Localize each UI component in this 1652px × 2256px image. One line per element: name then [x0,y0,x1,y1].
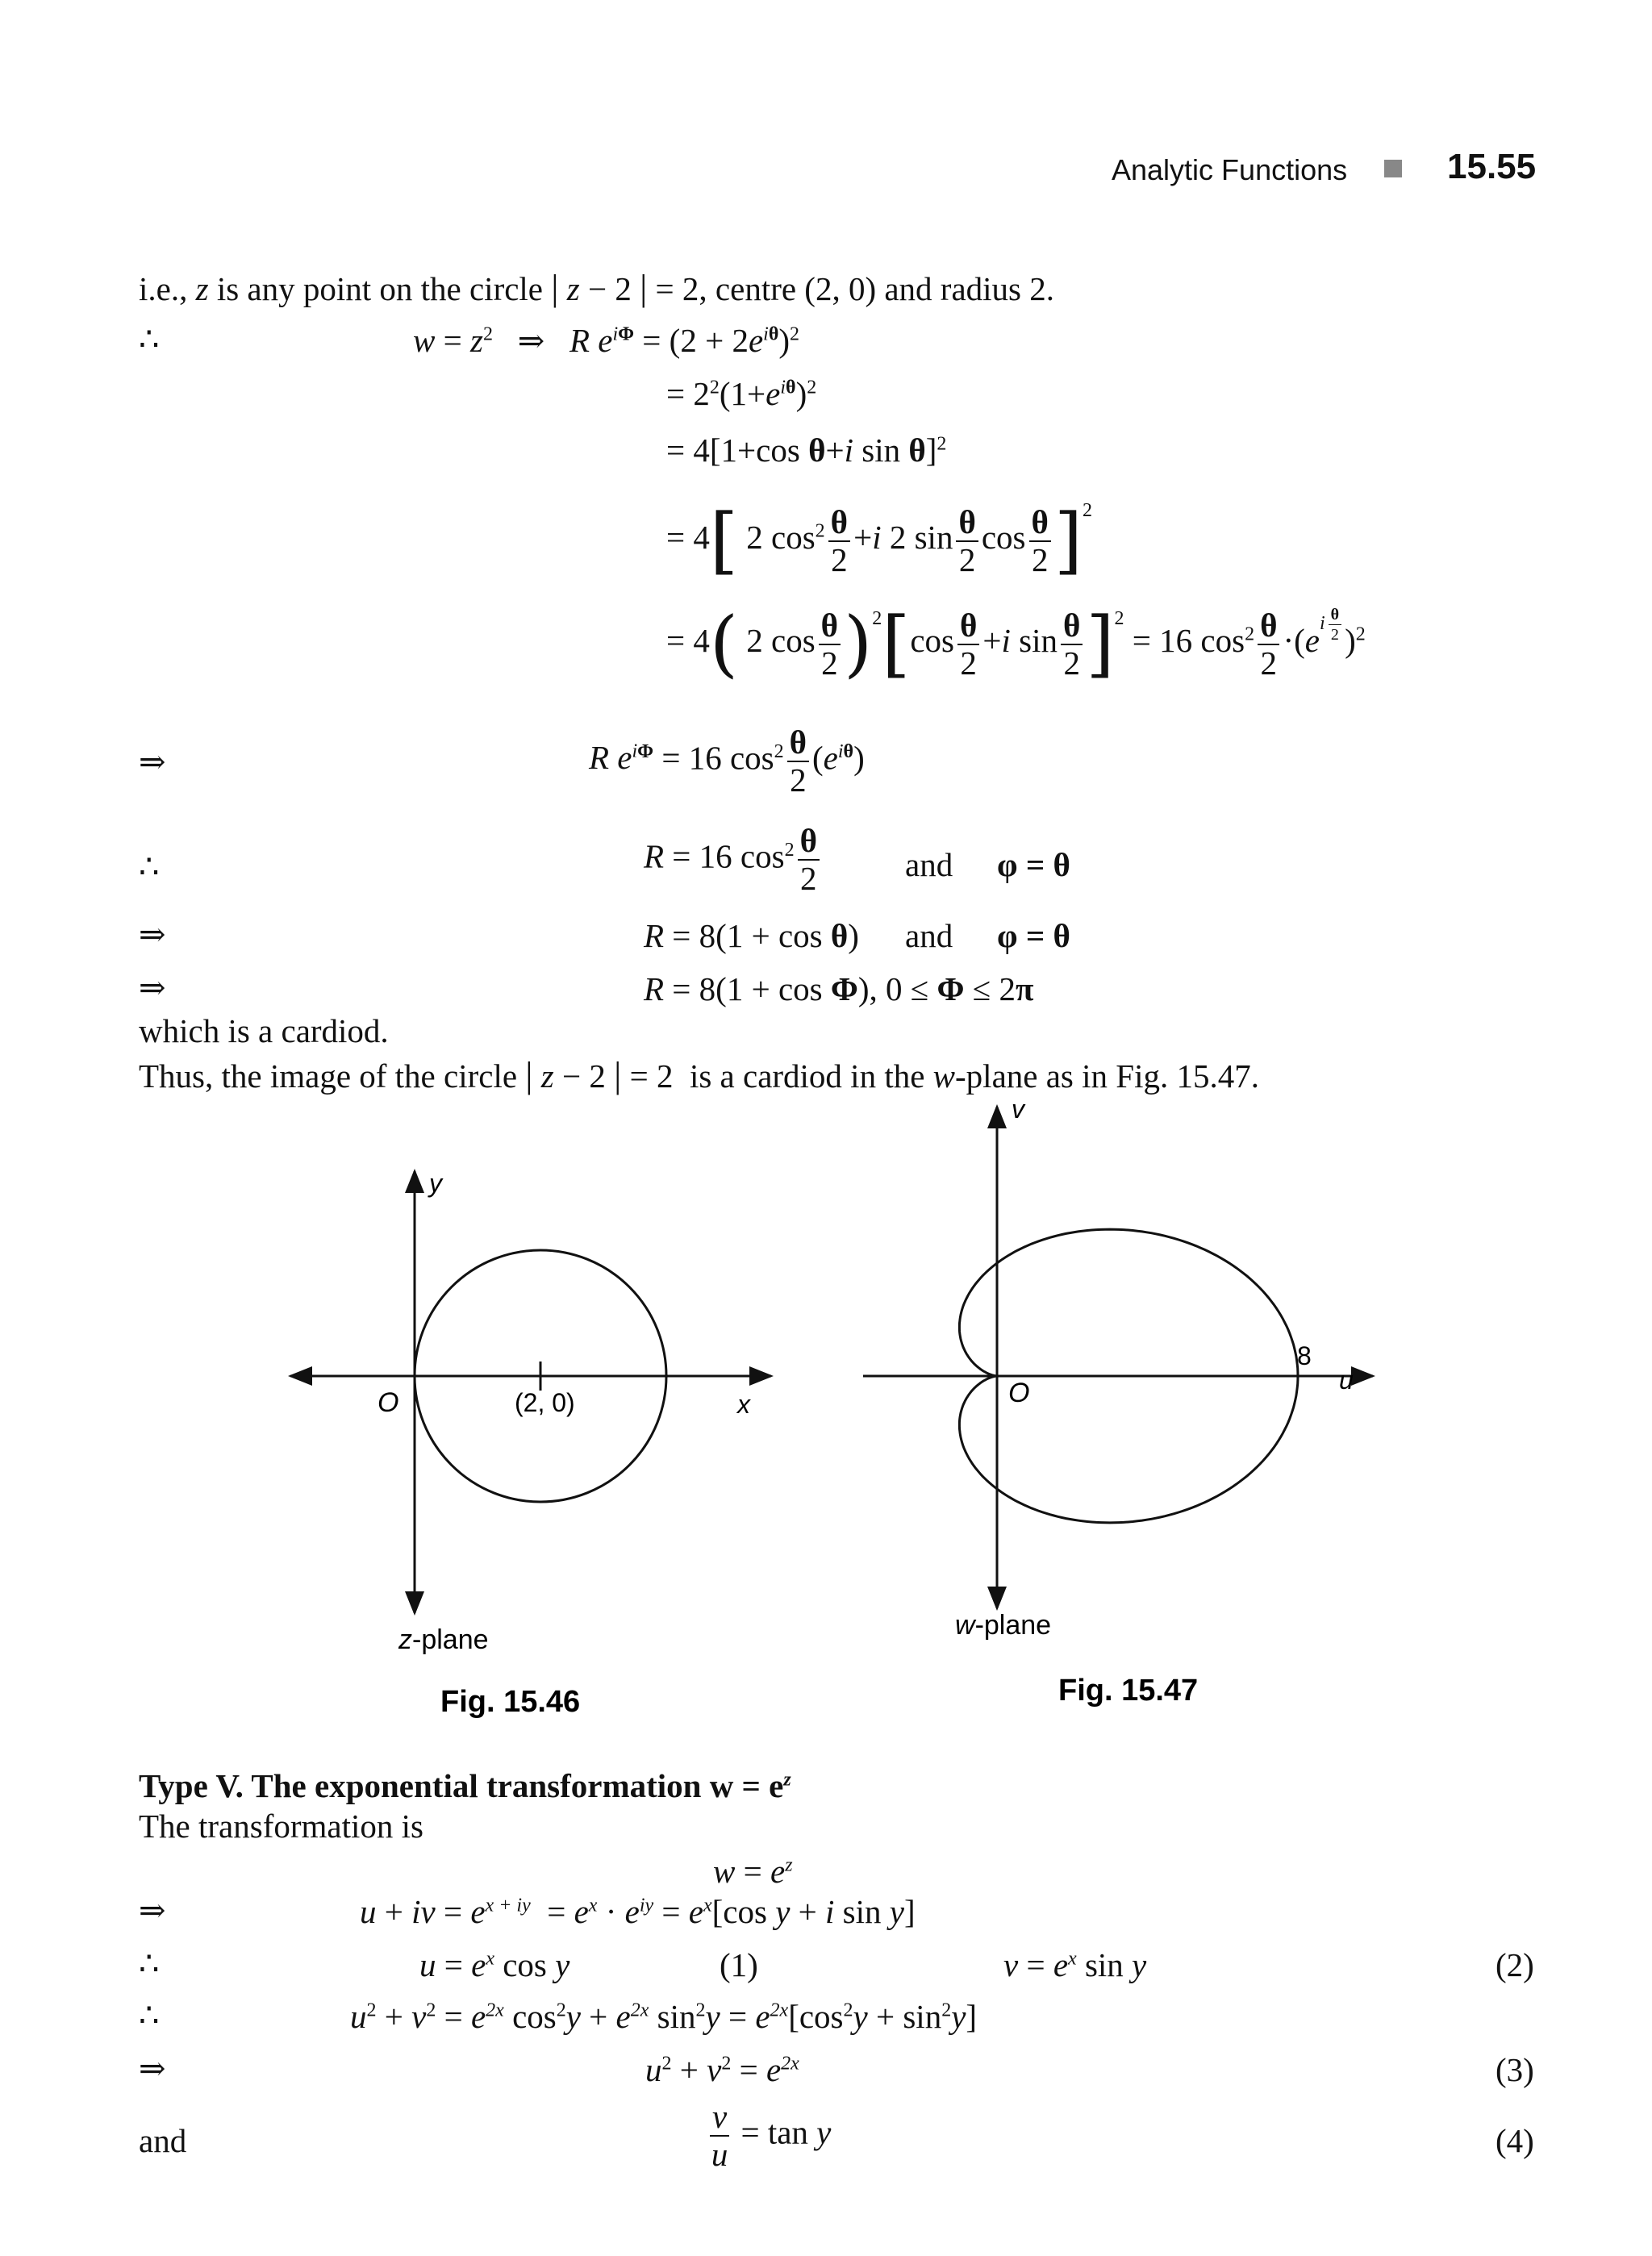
eq-w-z2: $w = z^2$ ⇒ R $e^{i\Phi} = (2 + 2e^{i\theta})^2$ [413,322,800,360]
eq-step7: R = 16 $\cos^2$ $\frac{\theta}{2}$ [644,824,823,895]
running-header [1112,153,1347,187]
cardioid-tip-label: 8 [1297,1341,1312,1370]
eq-step4: = 4[ 2 $\cos^2$ $\frac{\theta}{2}$ +i 2 sin $\frac{\theta}{2}$ cos $\frac{\theta}{2}$ ]$^2$ [666,498,1093,583]
page-number: 15.55 [1447,147,1537,186]
eq-step2: = $2^2(1+e^{i\theta})^2$ [666,375,817,412]
implies-symbol-3: ⇒ [139,970,166,1007]
implies-symbol-1: ⇒ [139,744,166,781]
eq-step8: R = 8(1 + cos θ) [644,917,859,954]
and-label-1: and [905,846,953,883]
eq-step5: = 4( 2 cos $\frac{\theta}{2}$ )$^2$[cos $\frac{\theta}{2}$ +i sin $\frac{\theta}{2}$ ]$^2$ = 16 $\cos^2$ $\frac{\theta}{2}$ $\cdot(e^{i \frac{\theta}{2}}$ )$^2$ [666,601,1366,686]
eq-step9: R = 8(1 + cos Φ), 0 ≤ Φ ≤ 2π [644,970,1034,1007]
therefore-symbol-4: ∴ [139,1997,160,2034]
eq-u2-v2-expand: $u^2 + v^2 = e^{2x}$ $\cos^2y + e^{2x}$ $\sin^2y = e^{2x}[\cos^2y + \sin^2y]$ [350,1998,978,2035]
implies-symbol-4: ⇒ [139,1892,166,1929]
v-axis-label: v [1012,1095,1024,1124]
eq-phi-theta-1: φ = θ [997,846,1070,883]
y-axis-label: y [429,1169,442,1198]
implies-symbol-5: ⇒ [139,2050,166,2087]
thus-line: Thus, the image of the circle | z − 2 | = 2 is a cardiod in the w-plane as in Fig. 15.47. [139,1054,1259,1095]
origin-label-w: O [1008,1378,1030,1408]
eq-u-iv: u + iv = $e^{x + iy} = e^x \cdot e^{iy} = e^x[\cos$ y + i sin y] [360,1893,916,1930]
z-plane-label: z-plane [398,1624,489,1655]
cardiod-line: which is a cardiod. [139,1012,389,1049]
eq-number-4: (4) [1496,2122,1534,2159]
type-v-intro: The transformation is [139,1808,423,1845]
eq-u: $u = e^x$ cos y [419,1946,570,1983]
eq-phi-theta-2: φ = θ [997,917,1070,954]
centre-label: (2, 0) [515,1388,575,1417]
eq-u2-v2: $u^2 + v^2 = e^{2x}$ [645,2051,799,2088]
eq-number-1: (1) [720,1946,758,1983]
therefore-symbol: ∴ [139,321,160,358]
intro-line: i.e., z is any point on the circle | z − 2 | = 2, centre (2, 0) and radius 2. [139,267,1055,308]
fig-15-47-caption: Fig. 15.47 [1058,1674,1199,1708]
eq-v-over-u: $\frac{v}{u}$ = tan y [711,2098,832,2173]
u-axis-label: u [1339,1366,1354,1395]
eq-step6: R $e^{i\Phi} = 16$ $\cos^2$ $\frac{\theta}{2}$ $(e^{i\theta})$ [589,724,865,799]
figure-15-46 [274,1161,791,1726]
type-v-heading: Type V. The exponential transformation $w = e^z$ [139,1767,791,1804]
w-plane-label: w-plane [955,1610,1052,1641]
eq-number-2: (2) [1496,1946,1534,1983]
and-label-3: and [139,2122,187,2159]
header-square-icon [1384,160,1402,177]
therefore-symbol-2: ∴ [139,849,160,886]
section-title: Analytic Functions [1112,153,1348,186]
fig-15-46-caption: Fig. 15.46 [440,1685,581,1719]
eq-w-ez: $w = e^z$ [713,1853,793,1890]
therefore-symbol-3: ∴ [139,1945,160,1983]
eq-v: $v = e^x$ sin y [1003,1946,1147,1983]
and-label-2: and [905,917,953,954]
implies-symbol-2: ⇒ [139,916,166,953]
figure-15-47 [847,1095,1412,1733]
eq-step3: = 4[1+cos θ+i sin θ]$^2$ [666,432,947,469]
origin-label: O [378,1387,399,1418]
eq-number-3: (3) [1496,2051,1534,2088]
x-axis-label: x [737,1390,750,1419]
